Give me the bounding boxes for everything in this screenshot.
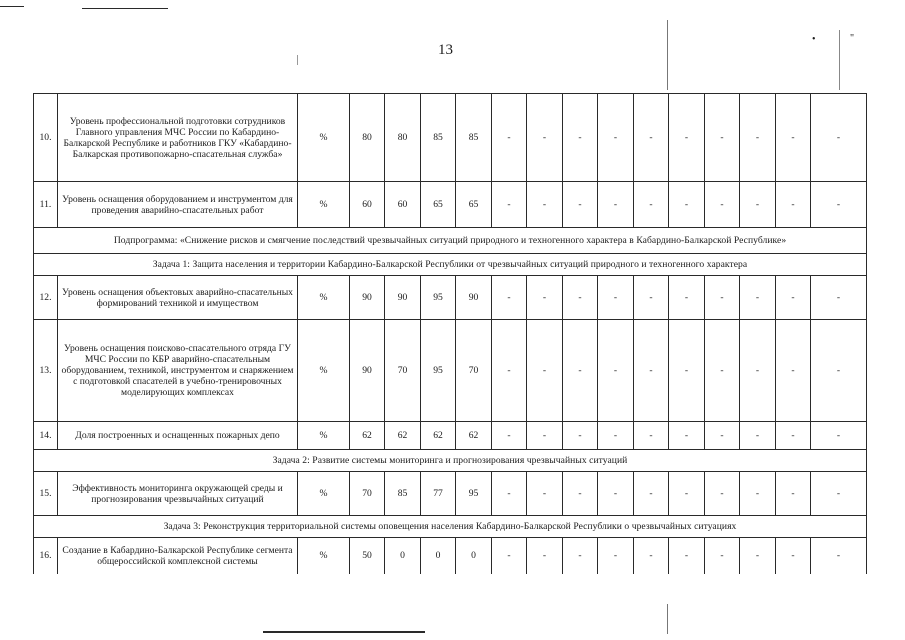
table-row — [34, 182, 867, 228]
table-row — [34, 276, 867, 320]
indicator-name: Доля построенных и оснащенных пожарных депо — [58, 422, 298, 450]
value-cell: 70 — [456, 320, 492, 422]
value-cell: - — [740, 276, 776, 320]
value-cell: - — [598, 422, 634, 450]
value-cell: - — [492, 422, 527, 450]
section-heading: Задача 1: Защита населения и территории Кабардино-Балкарской Республики от чрезвычайных ситуаций природного и техногенного характера — [34, 254, 867, 276]
value-cell: - — [598, 94, 634, 182]
section-row — [34, 516, 867, 538]
value-cell: - — [598, 472, 634, 516]
value-cell: - — [634, 94, 669, 182]
value-cell: 0 — [385, 538, 421, 574]
value-cell: 90 — [350, 320, 385, 422]
value-cell: - — [492, 276, 527, 320]
value-cell: - — [740, 538, 776, 574]
unit-cell: % — [298, 422, 350, 450]
unit-cell: % — [298, 182, 350, 228]
value-cell: - — [740, 472, 776, 516]
value-cell: 0 — [421, 538, 456, 574]
scan-line-middle — [297, 55, 298, 65]
unit-cell: % — [298, 94, 350, 182]
section-row — [34, 228, 867, 254]
value-cell: - — [598, 538, 634, 574]
value-cell: - — [740, 182, 776, 228]
indicator-name: Уровень профессиональной подготовки сотрудников Главного управления МЧС России по Кабардино-Балкарской Республике и работников ГКУ «Кабардино-Балкарская противопожарно-спасательная служба» — [58, 94, 298, 182]
value-cell: - — [740, 94, 776, 182]
row-number: 14. — [34, 422, 58, 450]
scan-line-right-bottom — [667, 604, 668, 634]
unit-cell: % — [298, 472, 350, 516]
value-cell: - — [776, 182, 811, 228]
value-cell: 85 — [385, 472, 421, 516]
value-cell: - — [705, 182, 740, 228]
value-cell: - — [705, 422, 740, 450]
bottom-rule — [263, 631, 425, 633]
table-row — [34, 94, 867, 182]
value-cell: - — [705, 320, 740, 422]
indicators-table — [33, 93, 867, 574]
value-cell: 77 — [421, 472, 456, 516]
value-cell: - — [811, 94, 867, 182]
scan-line-right-top — [667, 20, 668, 90]
value-cell: - — [811, 182, 867, 228]
value-cell: 70 — [385, 320, 421, 422]
row-number: 11. — [34, 182, 58, 228]
value-cell: - — [492, 182, 527, 228]
table-row — [34, 538, 867, 574]
unit-cell: % — [298, 320, 350, 422]
value-cell: - — [492, 538, 527, 574]
value-cell: 60 — [385, 182, 421, 228]
top-right-dot-mark: • — [812, 34, 816, 45]
value-cell: - — [740, 320, 776, 422]
indicator-name: Уровень оснащения поисково-спасательного отряда ГУ МЧС России по КБР аварийно-спасательным оборудованием, техникой, инструментом и снаряжением с подготовкой спасателей в учебно-тренировочных моделирующих комплексах — [58, 320, 298, 422]
value-cell: 65 — [456, 182, 492, 228]
value-cell: - — [634, 538, 669, 574]
unit-cell: % — [298, 538, 350, 574]
value-cell: - — [776, 538, 811, 574]
value-cell: - — [811, 320, 867, 422]
value-cell: - — [598, 276, 634, 320]
value-cell: - — [740, 422, 776, 450]
top-left-rule — [0, 6, 24, 7]
value-cell: - — [634, 472, 669, 516]
value-cell: 62 — [385, 422, 421, 450]
scan-line-far-right — [839, 30, 840, 90]
value-cell: - — [563, 422, 598, 450]
value-cell: - — [634, 276, 669, 320]
table-row — [34, 422, 867, 450]
value-cell: - — [563, 538, 598, 574]
value-cell: - — [527, 182, 563, 228]
value-cell: - — [669, 538, 705, 574]
value-cell: - — [527, 472, 563, 516]
value-cell: 95 — [421, 320, 456, 422]
value-cell: - — [776, 320, 811, 422]
value-cell: - — [705, 94, 740, 182]
value-cell: - — [811, 538, 867, 574]
indicator-name: Уровень оснащения объектовых аварийно-спасательных формирований техникой и имуществом — [58, 276, 298, 320]
value-cell: 80 — [385, 94, 421, 182]
value-cell: 85 — [421, 94, 456, 182]
value-cell: 62 — [456, 422, 492, 450]
row-number: 12. — [34, 276, 58, 320]
value-cell: - — [669, 182, 705, 228]
indicator-name: Создание в Кабардино-Балкарской Республике сегмента общероссийской комплексной системы — [58, 538, 298, 574]
row-number: 10. — [34, 94, 58, 182]
value-cell: - — [527, 320, 563, 422]
value-cell: 90 — [385, 276, 421, 320]
top-rule — [82, 8, 168, 9]
value-cell: - — [669, 422, 705, 450]
unit-cell: % — [298, 276, 350, 320]
value-cell: 62 — [421, 422, 456, 450]
value-cell: 85 — [456, 94, 492, 182]
value-cell: - — [669, 94, 705, 182]
table-row — [34, 472, 867, 516]
value-cell: 70 — [350, 472, 385, 516]
indicator-name: Уровень оснащения оборудованием и инструментом для проведения аварийно-спасательных работ — [58, 182, 298, 228]
right-margin-mark: " — [850, 33, 855, 44]
value-cell: - — [811, 422, 867, 450]
value-cell: 95 — [421, 276, 456, 320]
value-cell: - — [705, 538, 740, 574]
section-heading: Подпрограмма: «Снижение рисков и смягчение последствий чрезвычайных ситуаций природного и техногенного характера в Кабардино-Балкарской Республике» — [34, 228, 867, 254]
section-heading: Задача 2: Развитие системы мониторинга и прогнозирования чрезвычайных ситуаций — [34, 450, 867, 472]
value-cell: - — [527, 94, 563, 182]
value-cell: - — [634, 422, 669, 450]
value-cell: 80 — [350, 94, 385, 182]
value-cell: - — [776, 472, 811, 516]
value-cell: - — [563, 182, 598, 228]
value-cell: - — [811, 472, 867, 516]
value-cell: - — [669, 276, 705, 320]
value-cell: 65 — [421, 182, 456, 228]
value-cell: - — [527, 422, 563, 450]
value-cell: - — [598, 182, 634, 228]
row-number: 16. — [34, 538, 58, 574]
value-cell: - — [492, 472, 527, 516]
value-cell: 62 — [350, 422, 385, 450]
value-cell: - — [776, 276, 811, 320]
value-cell: - — [634, 320, 669, 422]
value-cell: - — [669, 320, 705, 422]
value-cell: 50 — [350, 538, 385, 574]
indicator-name: Эффективность мониторинга окружающей среды и прогнозирования чрезвычайных ситуаций — [58, 472, 298, 516]
page-number: 13 — [438, 42, 453, 58]
value-cell: - — [527, 276, 563, 320]
value-cell: - — [563, 320, 598, 422]
value-cell: - — [492, 94, 527, 182]
section-row — [34, 254, 867, 276]
value-cell: - — [563, 472, 598, 516]
value-cell: - — [492, 320, 527, 422]
value-cell: - — [811, 276, 867, 320]
value-cell: - — [598, 320, 634, 422]
value-cell: - — [705, 276, 740, 320]
value-cell: - — [563, 94, 598, 182]
table-row — [34, 320, 867, 422]
value-cell: 0 — [456, 538, 492, 574]
value-cell: - — [776, 94, 811, 182]
section-heading: Задача 3: Реконструкция территориальной системы оповещения населения Кабардино-Балкарской Республики о чрезвычайных ситуациях — [34, 516, 867, 538]
value-cell: - — [776, 422, 811, 450]
section-row — [34, 450, 867, 472]
value-cell: 60 — [350, 182, 385, 228]
value-cell: 90 — [350, 276, 385, 320]
value-cell: 95 — [456, 472, 492, 516]
row-number: 15. — [34, 472, 58, 516]
value-cell: - — [563, 276, 598, 320]
value-cell: - — [705, 472, 740, 516]
value-cell: - — [669, 472, 705, 516]
row-number: 13. — [34, 320, 58, 422]
value-cell: - — [527, 538, 563, 574]
value-cell: 90 — [456, 276, 492, 320]
value-cell: - — [634, 182, 669, 228]
